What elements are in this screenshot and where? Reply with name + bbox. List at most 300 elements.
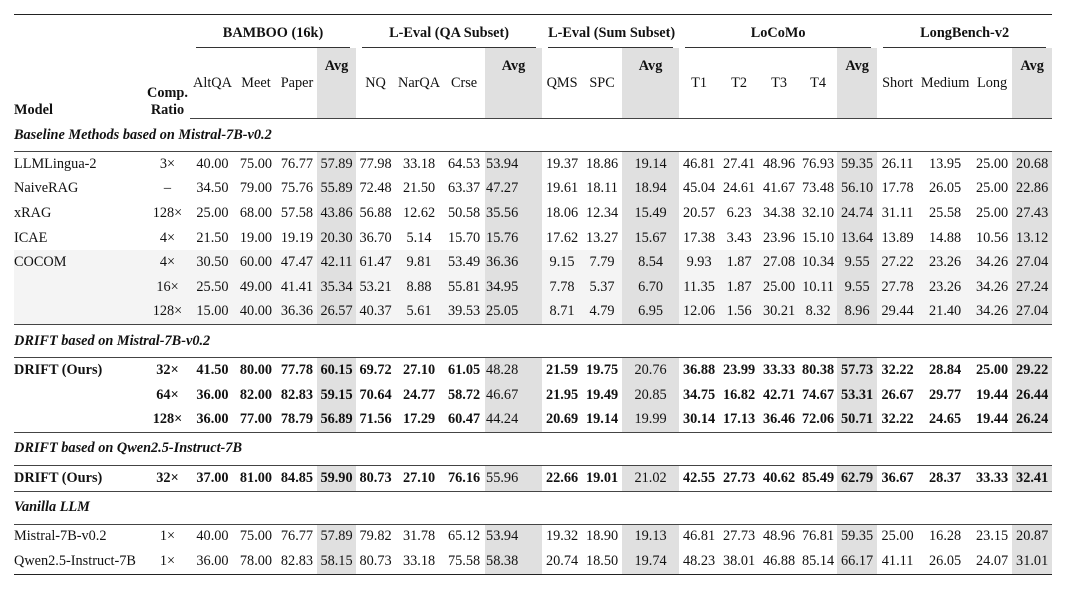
column-header: T3 bbox=[759, 48, 799, 119]
avg-value-cell: 24.74 bbox=[837, 201, 877, 226]
model-name-cell: COCOM bbox=[14, 250, 145, 275]
avg-value-cell: 58.15 bbox=[317, 549, 356, 574]
value-cell: 26.11 bbox=[881, 155, 914, 172]
avg-column-header: Avg bbox=[485, 48, 542, 119]
value-cell: 39.53 bbox=[443, 300, 485, 325]
value-cell: 17.13 bbox=[723, 411, 756, 428]
value-cell: 32.22 bbox=[881, 361, 914, 378]
avg-value-cell: 19.13 bbox=[622, 524, 679, 549]
value-cell: 9.81 bbox=[395, 250, 443, 275]
avg-value-cell: 66.17 bbox=[837, 549, 877, 574]
value-cell: 18.90 bbox=[585, 528, 619, 545]
value-cell: 23.96 bbox=[763, 229, 796, 246]
value-cell: 19.44 bbox=[976, 386, 1009, 403]
value-cell: 36.70 bbox=[359, 229, 392, 246]
comp-ratio-cell: 1× bbox=[159, 528, 176, 545]
group-header bbox=[356, 15, 542, 49]
avg-value-cell: 50.71 bbox=[837, 407, 877, 432]
value-cell: 49.00 bbox=[235, 275, 277, 300]
value-cell: 34.75 bbox=[683, 386, 716, 403]
avg-value-cell: 18.94 bbox=[622, 177, 679, 202]
column-header: T4 bbox=[799, 48, 837, 119]
avg-value-cell: 57.89 bbox=[317, 524, 356, 549]
value-cell: 75.76 bbox=[280, 180, 314, 197]
value-cell: 23.15 bbox=[976, 528, 1009, 545]
value-cell: 17.62 bbox=[545, 229, 579, 246]
group-header bbox=[190, 15, 356, 49]
value-cell: 85.49 bbox=[802, 469, 835, 486]
value-cell: 72.06 bbox=[802, 411, 835, 428]
group-header bbox=[542, 15, 679, 49]
avg-value-cell: 48.28 bbox=[485, 358, 542, 383]
avg-value-cell: 53.31 bbox=[837, 383, 877, 408]
table-row bbox=[14, 152, 1052, 177]
avg-value-cell: 9.55 bbox=[837, 250, 877, 275]
value-cell: 33.33 bbox=[976, 469, 1009, 486]
value-cell: 68.00 bbox=[239, 204, 273, 221]
value-cell: 15.10 bbox=[802, 229, 835, 246]
model-column-header: Model bbox=[14, 101, 53, 118]
avg-value-cell: 56.10 bbox=[837, 177, 877, 202]
value-cell: 23.26 bbox=[918, 250, 972, 275]
comp-label-line1: Comp. bbox=[147, 84, 188, 101]
value-cell: 21.40 bbox=[918, 300, 972, 325]
value-cell: 56.88 bbox=[359, 204, 392, 221]
avg-value-cell: 59.35 bbox=[837, 152, 877, 177]
avg-value-cell: 22.86 bbox=[1012, 177, 1052, 202]
value-cell: 26.05 bbox=[929, 552, 962, 569]
comp-ratio-cell: 4× bbox=[159, 229, 176, 246]
value-cell: 19.61 bbox=[545, 180, 579, 197]
value-cell: 73.48 bbox=[802, 180, 835, 197]
value-cell: 34.26 bbox=[972, 300, 1012, 325]
value-cell: 72.48 bbox=[359, 180, 392, 197]
value-cell: 21.59 bbox=[545, 361, 579, 378]
avg-value-cell: 20.68 bbox=[1012, 152, 1052, 177]
value-cell: 42.55 bbox=[683, 469, 716, 486]
value-cell: 10.34 bbox=[799, 250, 837, 275]
value-cell: 12.62 bbox=[402, 204, 436, 221]
table-row bbox=[14, 465, 1052, 491]
value-cell: 21.95 bbox=[545, 386, 579, 403]
avg-value-cell: 32.41 bbox=[1012, 465, 1052, 491]
value-cell: 15.00 bbox=[190, 300, 235, 325]
avg-value-cell: 26.44 bbox=[1012, 383, 1052, 408]
avg-value-cell: 35.34 bbox=[317, 275, 356, 300]
comp-ratio-cell: 32× bbox=[156, 361, 179, 378]
avg-value-cell: 21.02 bbox=[622, 465, 679, 491]
model-name-cell bbox=[14, 300, 145, 325]
value-cell: 61.05 bbox=[447, 361, 481, 378]
table-row bbox=[14, 407, 1052, 432]
table-row bbox=[14, 275, 1052, 300]
value-cell: 5.14 bbox=[406, 229, 432, 246]
avg-value-cell: 15.49 bbox=[622, 201, 679, 226]
value-cell: 14.88 bbox=[929, 229, 962, 246]
avg-value-cell: 34.95 bbox=[485, 275, 542, 300]
group-header-label: LongBench-v2 bbox=[883, 25, 1046, 48]
avg-value-cell: 57.89 bbox=[317, 152, 356, 177]
avg-value-cell: 47.27 bbox=[485, 177, 542, 202]
value-cell: 20.57 bbox=[683, 204, 716, 221]
comp-ratio-cell: 32× bbox=[156, 469, 179, 486]
value-cell: 57.58 bbox=[280, 204, 314, 221]
value-cell: 40.00 bbox=[235, 300, 277, 325]
value-cell: 33.18 bbox=[402, 155, 436, 172]
value-cell: 30.50 bbox=[190, 250, 235, 275]
column-header: Long bbox=[972, 48, 1012, 119]
comp-ratio-cell: 64× bbox=[156, 386, 179, 403]
avg-value-cell: 19.74 bbox=[622, 549, 679, 574]
table-row bbox=[14, 250, 1052, 275]
avg-value-cell: 20.76 bbox=[622, 358, 679, 383]
value-cell: 61.47 bbox=[356, 250, 395, 275]
value-cell: 17.29 bbox=[402, 411, 436, 428]
value-cell: 81.00 bbox=[239, 469, 273, 486]
value-cell: 31.11 bbox=[881, 204, 914, 221]
comp-ratio-cell: 128× bbox=[152, 411, 183, 428]
section-header-row bbox=[14, 119, 1052, 152]
value-cell: 63.37 bbox=[447, 180, 481, 197]
value-cell: 46.81 bbox=[683, 528, 716, 545]
value-cell: 10.56 bbox=[976, 229, 1009, 246]
model-name-cell: DRIFT (Ours) bbox=[14, 361, 103, 378]
avg-value-cell: 9.55 bbox=[837, 275, 877, 300]
value-cell: 75.00 bbox=[239, 155, 273, 172]
column-header: NQ bbox=[356, 48, 395, 119]
table-row bbox=[14, 177, 1052, 202]
value-cell: 18.86 bbox=[585, 155, 619, 172]
table-row bbox=[14, 226, 1052, 251]
value-cell: 28.37 bbox=[929, 469, 962, 486]
value-cell: 37.00 bbox=[196, 469, 229, 486]
avg-value-cell: 31.01 bbox=[1012, 549, 1052, 574]
value-cell: 82.83 bbox=[280, 552, 314, 569]
value-cell: 29.77 bbox=[929, 386, 962, 403]
value-cell: 19.14 bbox=[585, 411, 619, 428]
value-cell: 60.00 bbox=[235, 250, 277, 275]
comp-ratio-cell: 4× bbox=[145, 250, 190, 275]
value-cell: 33.33 bbox=[763, 361, 796, 378]
avg-value-cell: 56.89 bbox=[317, 407, 356, 432]
value-cell: 36.00 bbox=[196, 411, 229, 428]
value-cell: 36.00 bbox=[196, 552, 229, 569]
value-cell: 30.14 bbox=[683, 411, 716, 428]
value-cell: 20.74 bbox=[545, 552, 579, 569]
value-cell: 27.41 bbox=[723, 155, 756, 172]
section-title: DRIFT based on Qwen2.5-Instruct-7B bbox=[14, 432, 1052, 465]
column-header: NarQA bbox=[395, 48, 443, 119]
value-cell: 77.78 bbox=[280, 361, 314, 378]
value-cell: 21.50 bbox=[196, 229, 229, 246]
avg-value-cell: 25.05 bbox=[485, 300, 542, 325]
comp-ratio-cell: – bbox=[163, 180, 172, 197]
avg-value-cell: 46.67 bbox=[485, 383, 542, 408]
value-cell: 77.98 bbox=[359, 155, 392, 172]
group-header bbox=[877, 15, 1052, 49]
model-name-cell bbox=[14, 275, 145, 300]
avg-value-cell: 57.73 bbox=[837, 358, 877, 383]
value-cell: 24.65 bbox=[929, 411, 962, 428]
value-cell: 19.01 bbox=[585, 469, 619, 486]
value-cell: 27.08 bbox=[759, 250, 799, 275]
value-cell: 80.73 bbox=[359, 552, 392, 569]
value-cell: 36.00 bbox=[196, 386, 229, 403]
value-cell: 12.34 bbox=[585, 204, 619, 221]
value-cell: 32.22 bbox=[881, 411, 914, 428]
value-cell: 27.73 bbox=[723, 528, 756, 545]
avg-value-cell: 62.79 bbox=[837, 465, 877, 491]
comp-ratio-column-header bbox=[145, 15, 190, 119]
value-cell: 12.06 bbox=[679, 300, 719, 325]
value-cell: 34.38 bbox=[763, 204, 796, 221]
value-cell: 50.58 bbox=[447, 204, 481, 221]
value-cell: 75.58 bbox=[447, 552, 481, 569]
value-cell: 78.00 bbox=[239, 552, 273, 569]
value-cell: 77.00 bbox=[239, 411, 273, 428]
column-header: Meet bbox=[235, 48, 277, 119]
value-cell: 36.67 bbox=[881, 469, 914, 486]
value-cell: 19.49 bbox=[585, 386, 619, 403]
value-cell: 24.61 bbox=[723, 180, 756, 197]
value-cell: 9.15 bbox=[542, 250, 582, 275]
value-cell: 34.26 bbox=[972, 275, 1012, 300]
avg-column-header: Avg bbox=[837, 48, 877, 119]
value-cell: 65.12 bbox=[447, 528, 481, 545]
value-cell: 8.71 bbox=[542, 300, 582, 325]
value-cell: 70.64 bbox=[359, 386, 392, 403]
value-cell: 7.79 bbox=[582, 250, 622, 275]
value-cell: 15.70 bbox=[447, 229, 481, 246]
value-cell: 76.81 bbox=[802, 528, 835, 545]
value-cell: 41.50 bbox=[196, 361, 229, 378]
value-cell: 24.77 bbox=[402, 386, 436, 403]
avg-value-cell: 59.15 bbox=[317, 383, 356, 408]
value-cell: 79.00 bbox=[239, 180, 273, 197]
value-cell: 48.96 bbox=[763, 528, 796, 545]
avg-value-cell: 59.90 bbox=[317, 465, 356, 491]
value-cell: 25.00 bbox=[976, 155, 1009, 172]
avg-value-cell: 19.14 bbox=[622, 152, 679, 177]
model-name-cell bbox=[14, 383, 145, 408]
column-header: T2 bbox=[719, 48, 759, 119]
section-title: DRIFT based on Mistral-7B-v0.2 bbox=[14, 325, 1052, 358]
value-cell: 27.22 bbox=[877, 250, 918, 275]
value-cell: 71.56 bbox=[359, 411, 392, 428]
model-name-cell: Mistral-7B-v0.2 bbox=[14, 528, 107, 545]
model-name-cell: DRIFT (Ours) bbox=[14, 469, 103, 486]
value-cell: 34.50 bbox=[196, 180, 229, 197]
value-cell: 19.00 bbox=[239, 229, 273, 246]
value-cell: 40.00 bbox=[196, 155, 229, 172]
value-cell: 17.38 bbox=[683, 229, 716, 246]
model-name-cell: ICAE bbox=[14, 229, 48, 246]
value-cell: 27.10 bbox=[402, 469, 436, 486]
value-cell: 41.11 bbox=[881, 552, 914, 569]
value-cell: 27.73 bbox=[723, 469, 756, 486]
value-cell: 26.67 bbox=[881, 386, 914, 403]
value-cell: 41.41 bbox=[277, 275, 317, 300]
value-cell: 40.37 bbox=[356, 300, 395, 325]
value-cell: 27.10 bbox=[402, 361, 436, 378]
avg-value-cell: 20.85 bbox=[622, 383, 679, 408]
column-header: Paper bbox=[277, 48, 317, 119]
avg-value-cell: 60.15 bbox=[317, 358, 356, 383]
value-cell: 53.21 bbox=[356, 275, 395, 300]
value-cell: 36.88 bbox=[683, 361, 716, 378]
value-cell: 19.44 bbox=[976, 411, 1009, 428]
avg-value-cell: 58.38 bbox=[485, 549, 542, 574]
value-cell: 8.32 bbox=[799, 300, 837, 325]
value-cell: 19.32 bbox=[545, 528, 579, 545]
value-cell: 82.00 bbox=[239, 386, 273, 403]
avg-value-cell: 44.24 bbox=[485, 407, 542, 432]
comp-ratio-cell: 16× bbox=[145, 275, 190, 300]
table-row bbox=[14, 383, 1052, 408]
value-cell: 4.79 bbox=[582, 300, 622, 325]
value-cell: 25.50 bbox=[190, 275, 235, 300]
value-cell: 84.85 bbox=[280, 469, 314, 486]
value-cell: 64.53 bbox=[447, 155, 481, 172]
avg-value-cell: 59.35 bbox=[837, 524, 877, 549]
avg-value-cell: 29.22 bbox=[1012, 358, 1052, 383]
value-cell: 60.47 bbox=[447, 411, 481, 428]
table-body bbox=[14, 119, 1052, 575]
avg-value-cell: 36.36 bbox=[485, 250, 542, 275]
value-cell: 13.89 bbox=[881, 229, 914, 246]
section-header-row bbox=[14, 432, 1052, 465]
value-cell: 38.01 bbox=[723, 552, 756, 569]
avg-value-cell: 13.64 bbox=[837, 226, 877, 251]
value-cell: 25.00 bbox=[976, 204, 1009, 221]
avg-value-cell: 26.57 bbox=[317, 300, 356, 325]
value-cell: 1.87 bbox=[719, 250, 759, 275]
results-table bbox=[14, 14, 1052, 575]
avg-value-cell: 6.95 bbox=[622, 300, 679, 325]
value-cell: 25.58 bbox=[929, 204, 962, 221]
avg-value-cell: 55.96 bbox=[485, 465, 542, 491]
avg-value-cell: 26.24 bbox=[1012, 407, 1052, 432]
value-cell: 69.72 bbox=[359, 361, 392, 378]
value-cell: 76.93 bbox=[802, 155, 835, 172]
value-cell: 32.10 bbox=[802, 204, 835, 221]
avg-value-cell: 27.43 bbox=[1012, 201, 1052, 226]
value-cell: 58.72 bbox=[447, 386, 481, 403]
avg-value-cell: 53.94 bbox=[485, 152, 542, 177]
value-cell: 82.83 bbox=[280, 386, 314, 403]
value-cell: 19.37 bbox=[545, 155, 579, 172]
avg-value-cell: 20.30 bbox=[317, 226, 356, 251]
value-cell: 9.93 bbox=[679, 250, 719, 275]
avg-value-cell: 53.94 bbox=[485, 524, 542, 549]
value-cell: 85.14 bbox=[802, 552, 835, 569]
value-cell: 74.67 bbox=[802, 386, 835, 403]
avg-column-header: Avg bbox=[622, 48, 679, 119]
value-cell: 13.27 bbox=[585, 229, 619, 246]
table-row bbox=[14, 358, 1052, 383]
value-cell: 76.16 bbox=[447, 469, 481, 486]
value-cell: 16.82 bbox=[723, 386, 756, 403]
value-cell: 25.00 bbox=[976, 180, 1009, 197]
value-cell: 46.81 bbox=[683, 155, 716, 172]
avg-value-cell: 27.24 bbox=[1012, 275, 1052, 300]
value-cell: 25.00 bbox=[759, 275, 799, 300]
value-cell: 25.00 bbox=[976, 361, 1009, 378]
value-cell: 5.37 bbox=[582, 275, 622, 300]
comp-ratio-cell: 3× bbox=[159, 155, 176, 172]
column-header: Short bbox=[877, 48, 918, 119]
value-cell: 33.18 bbox=[402, 552, 436, 569]
value-cell: 22.66 bbox=[545, 469, 579, 486]
value-cell: 10.11 bbox=[799, 275, 837, 300]
avg-value-cell: 8.54 bbox=[622, 250, 679, 275]
avg-value-cell: 35.56 bbox=[485, 201, 542, 226]
value-cell: 17.78 bbox=[881, 180, 914, 197]
avg-value-cell: 15.76 bbox=[485, 226, 542, 251]
value-cell: 21.50 bbox=[402, 180, 436, 197]
value-cell: 13.95 bbox=[929, 155, 962, 172]
avg-value-cell: 42.11 bbox=[317, 250, 356, 275]
value-cell: 31.78 bbox=[402, 528, 436, 545]
value-cell: 75.00 bbox=[239, 528, 273, 545]
group-header-label: L-Eval (Sum Subset) bbox=[548, 25, 673, 48]
avg-column-header: Avg bbox=[317, 48, 356, 119]
column-header: QMS bbox=[542, 48, 582, 119]
comp-ratio-cell: 1× bbox=[159, 552, 176, 569]
column-header: AltQA bbox=[190, 48, 235, 119]
value-cell: 5.61 bbox=[395, 300, 443, 325]
avg-value-cell: 43.86 bbox=[317, 201, 356, 226]
value-cell: 28.84 bbox=[929, 361, 962, 378]
model-name-cell: xRAG bbox=[14, 204, 52, 221]
value-cell: 25.00 bbox=[196, 204, 229, 221]
table-row bbox=[14, 524, 1052, 549]
value-cell: 18.11 bbox=[586, 180, 618, 197]
model-name-cell: Qwen2.5-Instruct-7B bbox=[14, 552, 136, 569]
value-cell: 55.81 bbox=[443, 275, 485, 300]
comp-ratio-cell: 128× bbox=[152, 204, 183, 221]
value-cell: 79.82 bbox=[359, 528, 392, 545]
value-cell: 11.35 bbox=[679, 275, 719, 300]
avg-value-cell: 27.04 bbox=[1012, 250, 1052, 275]
table-row bbox=[14, 201, 1052, 226]
value-cell: 30.21 bbox=[759, 300, 799, 325]
comp-ratio-cell: 128× bbox=[145, 300, 190, 325]
value-cell: 7.78 bbox=[542, 275, 582, 300]
value-cell: 8.88 bbox=[395, 275, 443, 300]
value-cell: 48.96 bbox=[763, 155, 796, 172]
value-cell: 36.46 bbox=[763, 411, 796, 428]
column-header: T1 bbox=[679, 48, 719, 119]
value-cell: 76.77 bbox=[280, 528, 314, 545]
value-cell: 18.06 bbox=[545, 204, 579, 221]
section-header-row bbox=[14, 325, 1052, 358]
column-header: Medium bbox=[918, 48, 972, 119]
section-header-row bbox=[14, 491, 1052, 524]
value-cell: 47.47 bbox=[277, 250, 317, 275]
avg-value-cell: 13.12 bbox=[1012, 226, 1052, 251]
column-header: SPC bbox=[582, 48, 622, 119]
value-cell: 18.50 bbox=[585, 552, 619, 569]
column-header: Crse bbox=[443, 48, 485, 119]
value-cell: 6.23 bbox=[726, 204, 752, 221]
value-cell: 80.38 bbox=[802, 361, 835, 378]
avg-value-cell: 6.70 bbox=[622, 275, 679, 300]
section-title: Baseline Methods based on Mistral-7B-v0.2 bbox=[14, 119, 1052, 152]
value-cell: 80.00 bbox=[239, 361, 273, 378]
value-cell: 26.05 bbox=[929, 180, 962, 197]
value-cell: 40.62 bbox=[763, 469, 796, 486]
